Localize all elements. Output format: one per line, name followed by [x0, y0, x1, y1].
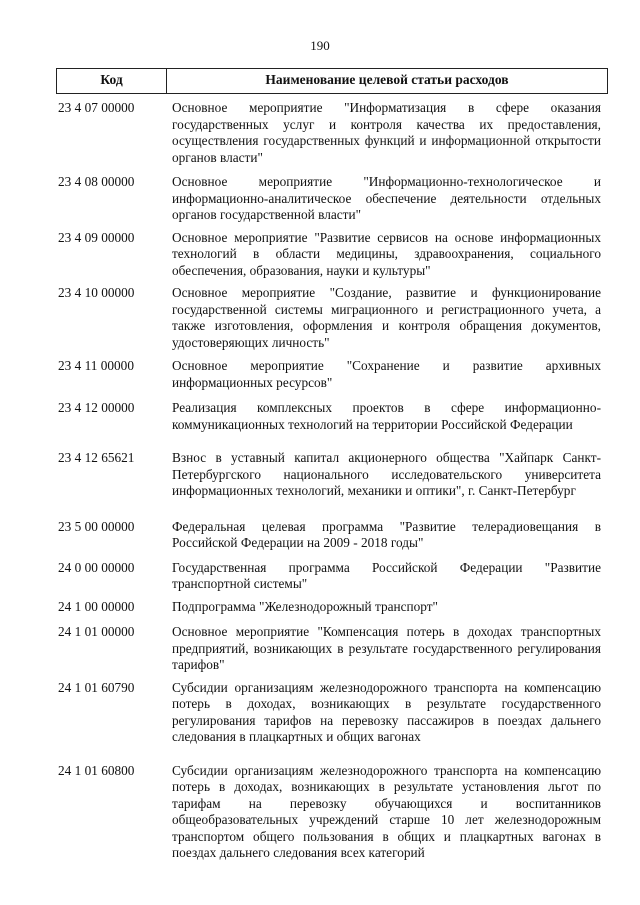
row-name: Субсидии организациям железнодорожного транспорта на компенсацию потерь в доходах, возникающих в результате государственного регулирования тарифов на перевозку пассажиров в поездах дальнего следования в плацкартных и общих вагонах — [172, 679, 601, 744]
row-code: 23 4 09 00000 — [58, 229, 135, 245]
row-name: Основное мероприятие "Информационно-технологическое и информационно-аналитическое обеспечение деятельности отдельных органов государственной власти" — [172, 174, 601, 222]
header-name: Наименование целевой статьи расходов — [265, 72, 509, 87]
row-code: 24 0 00 00000 — [58, 559, 135, 575]
row-name: Основное мероприятие "Компенсация потерь в доходах транспортных предприятий, возникающих в результате государственного регулирования тарифов" — [172, 624, 601, 672]
row-code: 23 5 00 00000 — [58, 518, 135, 534]
table-row — [56, 450, 608, 500]
row-name: Взнос в уставный капитал акционерного общества "Хайпарк Санкт-Петербургского национального исследовательского университета информационных технологий, механики и оптики", г. Санкт-Петербург — [172, 450, 601, 498]
table-row — [56, 358, 608, 391]
table-header — [56, 68, 608, 94]
table-row — [56, 624, 608, 674]
row-code: 24 1 01 00000 — [58, 624, 135, 639]
table-row — [56, 400, 608, 433]
page-number: 190 — [310, 38, 330, 53]
table-row — [56, 680, 608, 746]
table-row — [56, 285, 608, 351]
row-code: 24 1 00 00000 — [58, 598, 135, 614]
row-name: Подпрограмма "Железнодорожный транспорт" — [172, 598, 438, 614]
row-name: Государственная программа Российской Федерации "Развитие транспортной системы" — [172, 559, 601, 591]
row-name: Основное мероприятие "Сохранение и развитие архивных информационных ресурсов" — [172, 358, 601, 390]
row-code: 24 1 01 60800 — [58, 762, 135, 778]
row-code: 24 1 01 60790 — [58, 679, 135, 695]
row-code: 23 4 12 00000 — [58, 400, 135, 415]
table-row — [56, 560, 608, 593]
table-row — [56, 519, 608, 552]
row-code: 23 4 08 00000 — [58, 174, 135, 189]
table-row — [56, 100, 608, 166]
row-name: Субсидии организациям железнодорожного транспорта на компенсацию потерь в доходах, возникающих в результате установления льгот по тарифам на перевозку обучающихся и воспитанников общеобразовательных учреждений старше 10 лет железнодорожным транспортом общего пользования в общих и плацкартных вагонах в поездах дальнего следования всех категорий — [172, 762, 601, 860]
row-code: 23 4 10 00000 — [58, 285, 135, 300]
header-code: Код — [57, 69, 167, 93]
row-code: 23 4 11 00000 — [58, 358, 134, 373]
budget-table — [56, 68, 608, 862]
table-row — [56, 763, 608, 862]
row-name: Основное мероприятие "Создание, развитие и функционирование государственной системы миграционного и регистрационного учета, а также изготовления, оформления и контроля обращения документов, удостоверяющих личность" — [172, 285, 601, 350]
row-code: 23 4 12 65621 — [58, 450, 135, 465]
table-row — [56, 599, 608, 616]
table-row — [56, 230, 608, 280]
row-code: 23 4 07 00000 — [58, 100, 135, 115]
row-name: Реализация комплексных проектов в сфере информационно-коммуникационных технологий на территории Российской Федерации — [172, 400, 601, 432]
row-name: Федеральная целевая программа "Развитие телерадиовещания в Российской Федерации на 2009 - 2018 годы" — [172, 518, 601, 550]
row-name: Основное мероприятие "Информатизация в сфере оказания государственных услуг и контроля качества их предоставления, осуществления государственных функций и информационной открытости органов власти" — [172, 100, 601, 165]
row-name: Основное мероприятие "Развитие сервисов на основе информационных технологий в области медицины, здравоохранения, социального обеспечения, образования, науки и культуры" — [172, 229, 601, 278]
table-row — [56, 174, 608, 224]
